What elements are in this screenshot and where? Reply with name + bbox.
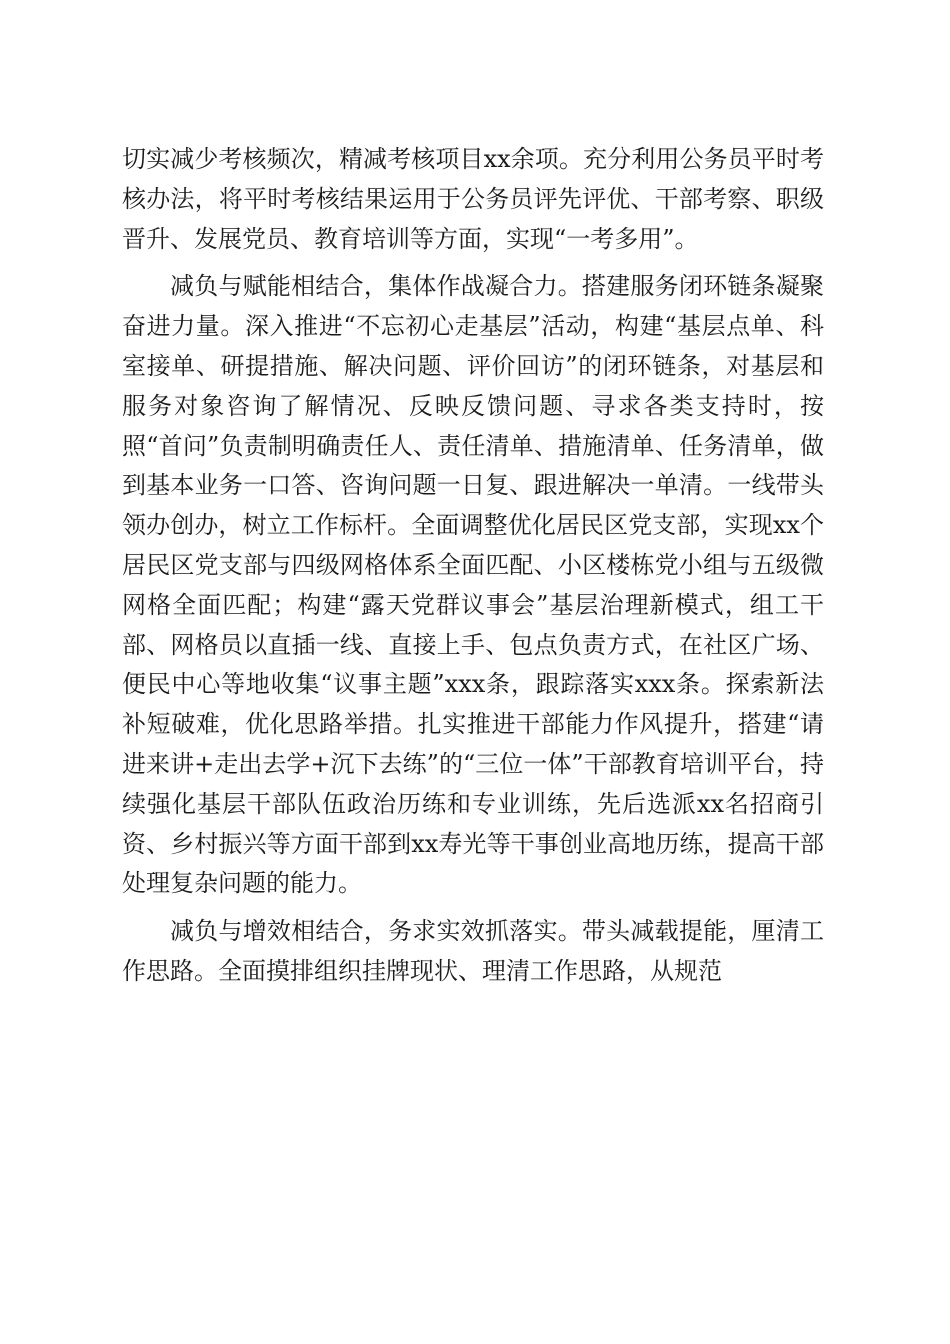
paragraph-continuation: 切实减少考核频次，精减考核项目xx余项。充分利用公务员平时考核办法，将平时考核结果运用于公务员评先评优、干部考察、职级晋升、发展党员、教育培训等方面，实现“一考多用”。 <box>122 145 824 253</box>
paragraph-empowerment: 减负与赋能相结合，集体作战凝合力。搭建服务闭环链条凝聚奋进力量。深入推进“不忘初心走基层”活动，构建“基层点单、科室接单、研提措施、解决问题、评价回访”的闭环链条，对基层和服务对象咨询了解情况、反映反馈问题、寻求各类支持时，按照“首问”负责制明确责任人、责任清单、措施清单、任务清单，做到基本业务一口答、咨询问题一日复、跟进解决一单清。一线带头领办创办，树立工作标杆。全面调整优化居民区党支部，实现xx个居民区党支部与四级网格体系全面匹配、小区楼栋党小组与五级微网格全面匹配；构建“露天党群议事会”基层治理新模式，组工干部、网格员以直插一线、直接上手、包点负责方式，在社区广场、便民中心等地收集“议事主题”xxx条，跟踪落实xxx条。探索新法补短破难，优化思路举措。扎实推进干部能力作风提升，搭建“请进来讲+走出去学+沉下去练”的“三位一体”干部教育培训平台，持续强化基层干部队伍政治历练和专业训练，先后选派xx名招商引资、乡村振兴等方面干部到xx寿光等干事创业高地历练，提高干部处理复杂问题的能力。 <box>122 272 824 898</box>
paragraph-efficiency: 减负与增效相结合，务求实效抓落实。带头减载提能，厘清工作思路。全面摸排组织挂牌现状、理清工作思路，从规范 <box>122 917 824 985</box>
document-body <box>122 140 824 992</box>
